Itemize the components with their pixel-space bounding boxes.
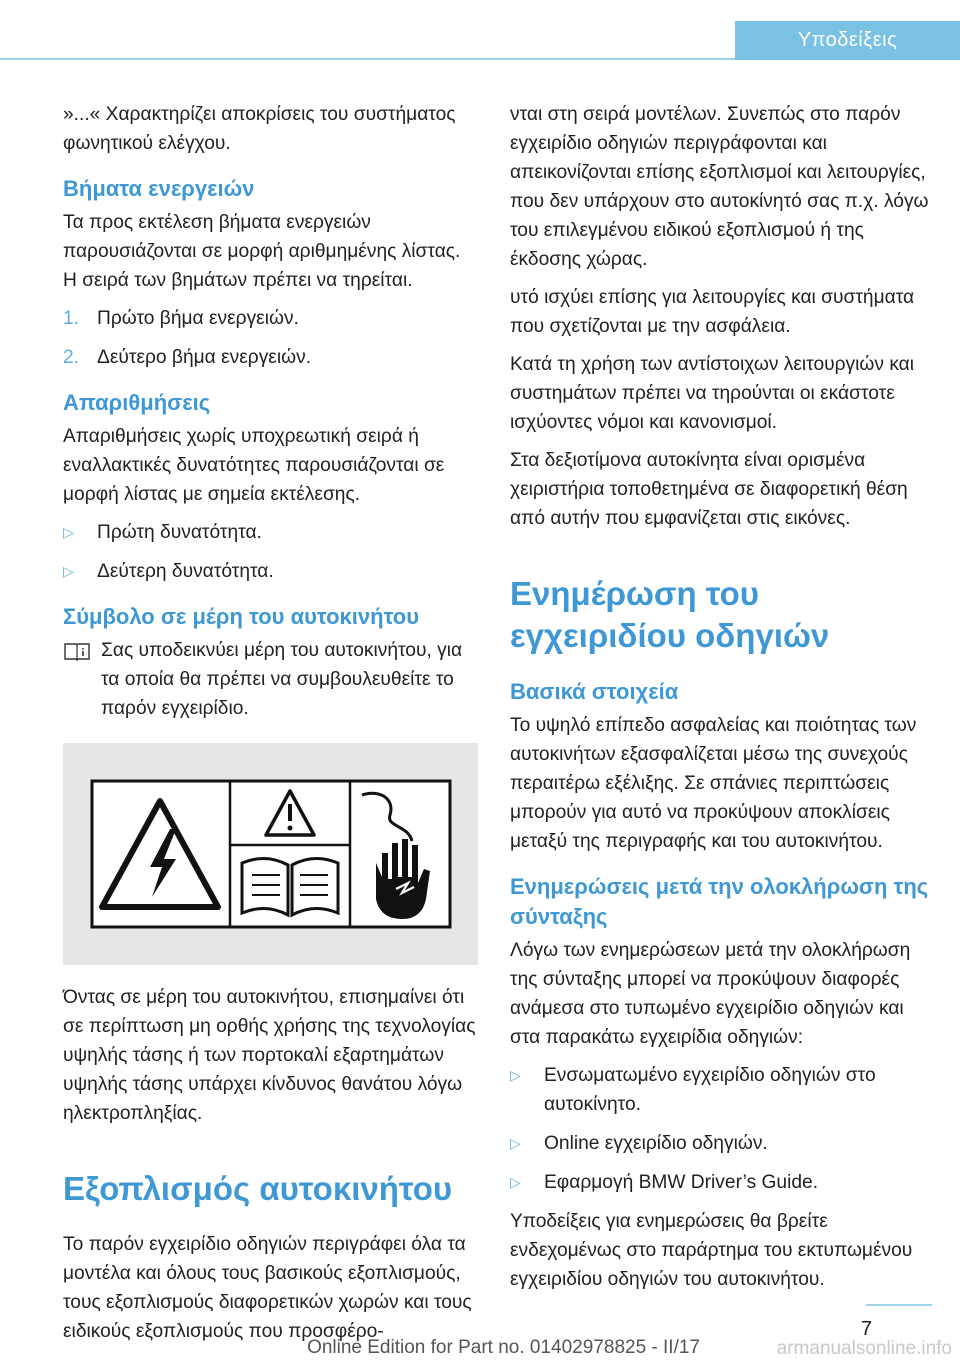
enumerations-text: Απαριθμήσεις χωρίς υποχρεωτική σειρά ή εναλλακτικές δυνατότητες παρουσιάζονται σε μορφή λίστας με σημεία εκτέλεσης. [63, 426, 445, 505]
list-item [510, 1061, 930, 1119]
left-column [63, 100, 478, 1355]
safety-text: υτό ισχύει επίσης για λειτουργίες και συστήματα που σχετίζονται με την ασφάλεια. [510, 287, 915, 337]
triangle-bullet-icon: ▷ [510, 1174, 521, 1190]
list-item [510, 1129, 930, 1158]
list-item [63, 518, 478, 547]
manual-update-heading: Ενημέρωση του εγχειριδίου οδηγιών [510, 575, 830, 654]
vehicle-symbol-heading: Σύμβολο σε μέρη του αυτοκινήτου [63, 604, 420, 629]
triangle-bullet-icon: ▷ [510, 1067, 521, 1083]
list-item [63, 343, 478, 372]
steps-text: Τα προς εκτέλεση βήματα ενεργειών παρουσιάζονται σε μορφή αριθμημένης λίστας. Η σειρά των βημάτων πρέπει να τηρείται. [63, 212, 461, 291]
right-column [510, 100, 930, 1303]
right-hand-drive-text: Στα δεξιοτίμονα αυτοκίνητα είναι ορισμένα χειριστήρια τοποθετημένα σε διαφορετική θέση από αυτήν που εμφανίζεται στις εικόνες. [510, 450, 908, 529]
list-item-text: Εφαρμογή BMW Driver’s Guide. [544, 1172, 819, 1193]
post-editorial-updates-text: Λόγω των ενημερώσεων μετά την ολοκλήρωση της σύνταξης μπορεί να προκύψουν διαφορές ανάμεσα στο τυπωμένο εγχειρίδιο οδηγιών και στα παρακάτω εγχειρίδια οδηγιών: [510, 940, 911, 1048]
equipment-text-continued: νται στη σειρά μοντέλων. Συνεπώς στο παρόν εγχειρίδιο οδηγιών περιγράφονται και απεικονίζονται επίσης εξοπλισμοί και λειτουργίες, που δεν υπάρχουν στο αυτοκίνητό σας π.χ. λόγω του επιλεγμένου ειδικού εξοπλισμού ή της έκδοσης χώρας. [510, 104, 929, 270]
list-item-text: Δεύτερο βήμα ενεργειών. [97, 347, 312, 368]
footer-rule [866, 1304, 932, 1306]
list-item [510, 1168, 930, 1197]
basics-heading: Βασικά στοιχεία [510, 679, 679, 704]
section-tab [735, 21, 960, 60]
list-item [63, 304, 478, 333]
header-rule [0, 58, 735, 60]
watermark: armanualsonline.info [776, 1338, 952, 1359]
section-title: Υποδείξεις [797, 29, 898, 51]
list-item-text: Ενσωματωμένο εγχειρίδιο οδηγιών στο αυτοκίνητο. [544, 1065, 876, 1115]
page-number: 7 [860, 1318, 872, 1340]
list-item [63, 557, 478, 586]
closing-text: Υποδείξεις για ενημερώσεις θα βρείτε ενδεχομένως στο παράρτημα του εκτυπωμένου εγχειριδίου οδηγιών του αυτοκινήτου. [510, 1211, 913, 1290]
laws-text: Κατά τη χρήση των αντίστοιχων λειτουργιών και συστημάτων πρέπει να τηρούνται οι εκάστοτε ισχύοντες νόμοι και κανονισμοί. [510, 354, 915, 433]
list-item-text: Πρώτη δυνατότητα. [97, 522, 262, 543]
symbol-paragraph [63, 636, 478, 723]
equipment-heading: Εξοπλισμός αυτοκινήτου [63, 1170, 453, 1207]
list-item-text: Online εγχειρίδιο οδηγιών. [544, 1133, 768, 1154]
steps-heading: Βήματα ενεργειών [63, 176, 255, 201]
symbol-text: Σας υποδεικνύει μέρη του αυτοκινήτου, για τα οποία θα πρέπει να συμβουλευθείτε το παρόν εγχειρίδιο. [101, 640, 463, 719]
list-item-text: Πρώτο βήμα ενεργειών. [97, 308, 299, 329]
post-editorial-updates-heading: Ενημερώσεις μετά την ολοκλήρωση της σύνταξης [510, 874, 929, 929]
voice-intro-text: »...« Χαρακτηρίζει αποκρίσεις του συστήματος φωνητικού ελέγχου. [63, 104, 456, 154]
list-item-text: Δεύτερη δυνατότητα. [97, 561, 274, 582]
equipment-text: Το παρόν εγχειρίδιο οδηγιών περιγράφει όλα τα μοντέλα και όλους τους βασικούς εξοπλισμούς, τους εξοπλισμούς διαφορετικών χωρών και τους ειδικούς εξοπλισμούς που προσφέρο- [63, 1234, 472, 1342]
triangle-bullet-icon: ▷ [63, 524, 74, 540]
list-number: 1. [63, 308, 80, 329]
basics-text: Το υψηλό επίπεδο ασφαλείας και ποιότητας των αυτοκινήτων εξασφαλίζεται μέσω της συνεχούς περαιτέρω εξέλιξης. Σε σπάνιες περιπτώσεις μπορούν για αυτό να προκύψουν αποκλίσεις μεταξύ της περιγραφής και του αυτοκινήτου. [510, 715, 917, 852]
triangle-bullet-icon: ▷ [63, 563, 74, 579]
enumerations-heading: Απαριθμήσεις [63, 390, 211, 415]
manual-book-icon [63, 636, 101, 665]
high-voltage-warning-icon [90, 779, 452, 929]
warning-caption: Όντας σε μέρη του αυτοκινήτου, επισημαίνει ότι σε περίπτωση μη ορθής χρήσης της τεχνολογίας υψηλής τάσης ή των πορτοκαλί εξαρτημάτων υψηλής τάσης υπάρχει κίνδυνος θανάτου λόγω ηλεκτροπληξίας. [63, 987, 476, 1124]
list-number: 2. [63, 347, 80, 368]
edition-footer: Online Edition for Part no. 01402978825 - II/17 [307, 1337, 700, 1358]
triangle-bullet-icon: ▷ [510, 1135, 521, 1151]
high-voltage-warning-label [63, 743, 478, 965]
